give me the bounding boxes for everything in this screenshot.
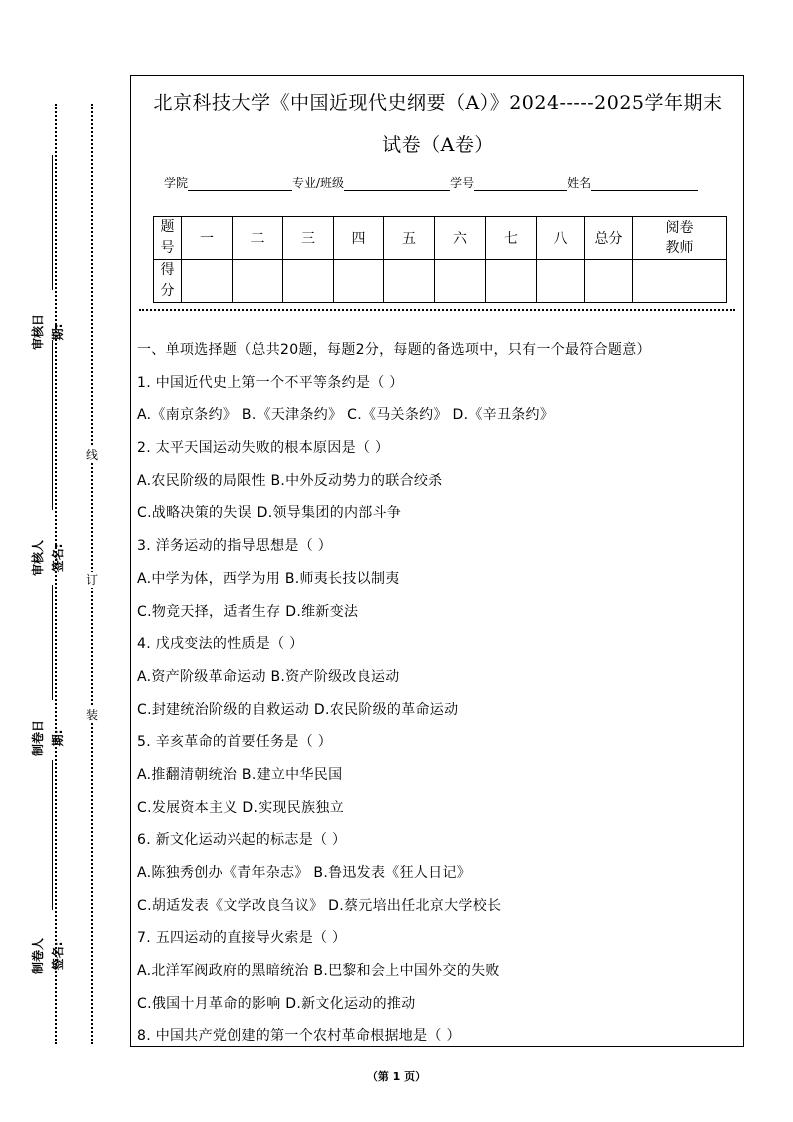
section1-heading: 一、单项选择题（总共20题，每题2分，每题的备选项中，只有一个最符合题意） <box>137 342 651 358</box>
question-options: C.发展资本主义 D.实现民族独立 <box>137 799 345 816</box>
score-header-row <box>154 217 727 260</box>
col-header-7: 七 <box>486 217 537 260</box>
maker-date-blank <box>52 585 53 700</box>
reviewer-date-blank <box>52 155 53 290</box>
score-cell-3[interactable] <box>283 260 334 303</box>
question-stem: 4. 戊戌变法的性质是（ ） <box>137 636 304 653</box>
question-stem: 3. 洋务运动的指导思想是（ ） <box>137 538 333 555</box>
question-lines <box>137 367 737 1053</box>
row-label-score: 得 分 <box>154 260 182 303</box>
binding-char-bind: 订 <box>85 573 98 587</box>
college-input[interactable] <box>188 178 292 191</box>
maker-sign-label: 制卷人签名: <box>31 937 65 974</box>
question-options: A.资产阶级革命运动 B.资产阶级改良运动 <box>137 668 400 685</box>
col-header-6: 六 <box>435 217 486 260</box>
question-stem: 5. 辛亥革命的首要任务是（ ） <box>137 734 333 751</box>
col-header-8: 八 <box>537 217 585 260</box>
question-options: C.战略决策的失误 D.领导集团的内部斗争 <box>137 505 402 522</box>
maker-date-label: 制卷日期: <box>31 719 65 756</box>
score-cell-total[interactable] <box>585 260 633 303</box>
exam-frame <box>130 75 744 1047</box>
score-cell-7[interactable] <box>486 260 537 303</box>
question-options: A.陈独秀创办《青年杂志》 B.鲁迅发表《狂人日记》 <box>137 865 472 881</box>
col-header-1: 一 <box>182 217 233 260</box>
score-cell-2[interactable] <box>233 260 283 303</box>
binding-char-pack: 装 <box>85 708 98 722</box>
student-id-input[interactable] <box>474 178 567 191</box>
exam-title-line1: 北京科技大学《中国近现代史纲要（A）》2024-----2025学年期末 <box>153 92 723 114</box>
reviewer-sign-blank <box>52 340 53 510</box>
question-options: A.北洋军阀政府的黑暗统治 B.巴黎和会上中国外交的失败 <box>137 963 500 980</box>
col-header-2: 二 <box>233 217 283 260</box>
question-options: C.俄国十月革命的影响 D.新文化运动的推动 <box>137 995 416 1012</box>
reviewer-date-label: 审核日期: <box>31 313 65 350</box>
question-options: A.《南京条约》 B.《天津条约》 C.《马关条约》 D.《辛丑条约》 <box>137 407 555 424</box>
score-cell-8[interactable] <box>537 260 585 303</box>
question-stem: 6. 新文化运动兴起的标志是（ ） <box>137 832 347 849</box>
maker-sign-blank <box>52 760 53 910</box>
question-stem: 2. 太平天国运动失败的根本原因是（ ） <box>137 440 390 457</box>
student-info-row <box>164 174 698 191</box>
name-input[interactable] <box>591 178 698 191</box>
question-options: C.胡适发表《文学改良刍议》 D.蔡元培出任北京大学校长 <box>137 897 502 914</box>
row-label-question-no: 题 号 <box>154 217 182 260</box>
score-cell-5[interactable] <box>384 260 435 303</box>
question-options: A.推翻清朝统治 B.建立中华民国 <box>137 766 343 783</box>
binding-char-line: 线 <box>85 448 98 462</box>
exam-title-line2: 试卷（A卷） <box>382 134 494 156</box>
reviewer-sign-label: 审核人签名: <box>31 539 65 576</box>
col-header-4: 四 <box>334 217 384 260</box>
question-options: C.物竞天择，适者生存 D.维新变法 <box>137 603 359 620</box>
major-class-input[interactable] <box>344 178 450 191</box>
question-options: C.封建统治阶级的自救运动 D.农民阶级的革命运动 <box>137 701 459 718</box>
col-header-3: 三 <box>283 217 334 260</box>
binding-dotted-line-outer <box>55 104 57 1044</box>
page-footer: （第 1 页） <box>366 1070 427 1083</box>
question-stem: 8. 中国共产党创建的第一个农村革命根据地是（ ） <box>137 1028 461 1045</box>
student-id-label: 学号 <box>450 176 475 190</box>
score-cell-grader[interactable] <box>633 260 727 303</box>
question-stem: 1. 中国近代史上第一个不平等条约是（ ） <box>137 374 404 391</box>
score-table <box>153 216 727 303</box>
score-cell-4[interactable] <box>334 260 384 303</box>
major-class-label: 专业/班级 <box>292 176 345 190</box>
question-stem: 7. 五四运动的直接导火索是（ ） <box>137 930 347 947</box>
col-header-total: 总分 <box>585 217 633 260</box>
section1-content <box>137 334 737 1053</box>
question-options: A.中学为体，西学为用 B.师夷长技以制夷 <box>137 570 400 587</box>
score-cell-1[interactable] <box>182 260 233 303</box>
score-value-row <box>154 260 727 303</box>
question-options: A.农民阶级的局限性 B.中外反动势力的联合绞杀 <box>137 472 443 489</box>
header-separator <box>139 309 735 311</box>
score-cell-6[interactable] <box>435 260 486 303</box>
col-header-grader: 阅卷 教师 <box>633 217 727 260</box>
name-label: 姓名 <box>567 176 592 190</box>
col-header-5: 五 <box>384 217 435 260</box>
college-label: 学院 <box>164 176 189 190</box>
